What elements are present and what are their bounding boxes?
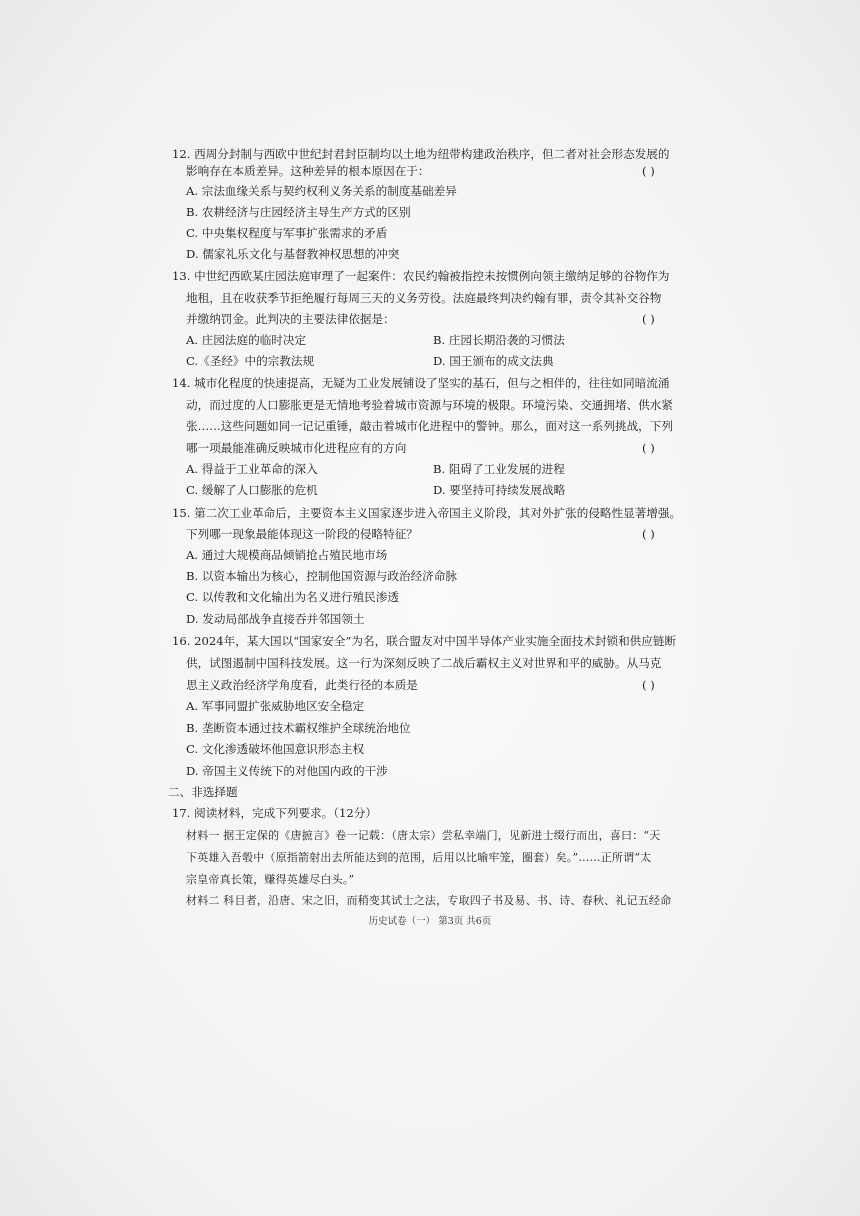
material1-line3: 宗皇帝真长策，赚得英雄尽白头。”	[186, 873, 355, 886]
q15-line2: 下列哪一现象最能体现这一阶段的侵略特征？	[186, 527, 418, 541]
section-title: 二、非选择题	[168, 785, 238, 799]
q12-option-a: A. 宗法血缘关系与契约权利义务关系的制度基础差异	[186, 184, 457, 198]
q13-option-a: A. 庄园法庭的临时决定	[186, 333, 307, 347]
q15-option-d: D. 发动局部战争直接吞并邻国领土	[186, 612, 365, 626]
q14-answer-paren: ( )	[642, 441, 655, 455]
q12-option-d: D. 儒家礼乐文化与基督教神权思想的冲突	[186, 247, 400, 261]
q15-option-a: A. 通过大规模商品倾销抢占殖民地市场	[186, 548, 388, 562]
material1-line2: 下英雄入吾彀中（原指箭射出去所能达到的范围，后用以比喻牢笼，圈套）矣。”……正所谓“太	[186, 851, 652, 864]
q14-line3: 张……这些问题如同一记记重锤，敲击着城市化进程中的警钟。那么，面对这一系列挑战，下列	[186, 419, 673, 433]
q16-line3: 思主义政治经济学角度看，此类行径的本质是	[186, 678, 418, 692]
q14-line1: 14. 城市化程度的快速提高，无疑为工业发展铺设了坚实的基石，但与之相伴的，往往如同暗流涌	[172, 376, 670, 390]
q13-option-b: B. 庄园长期沿袭的习惯法	[433, 333, 565, 347]
q14-line2: 动，而过度的人口膨胀更是无情地考验着城市资源与环境的极限。环境污染、交通拥堵、供水紧	[186, 398, 673, 412]
q16-option-c: C. 文化渗透破坏他国意识形态主权	[186, 742, 365, 756]
material1-line1: 材料一 据王定保的《唐摭言》卷一记载：（唐太宗）尝私幸端门，见新进士缀行而出，喜曰：“天	[186, 829, 661, 842]
q15-option-c: C. 以传教和文化输出为名义进行殖民渗透	[186, 590, 399, 604]
q12-option-c: C. 中央集权程度与军事扩张需求的矛盾	[186, 226, 388, 240]
q13-answer-paren: ( )	[642, 312, 655, 326]
q17-prompt: 17. 阅读材料，完成下列要求。（12分）	[172, 806, 377, 820]
q16-option-d: D. 帝国主义传统下的对他国内政的干涉	[186, 764, 388, 778]
q12-line2: 影响存在本质差异。这种差异的根本原因在于：	[186, 164, 430, 178]
page-footer: 历史试卷（一） 第3页 共6页	[368, 916, 492, 927]
q14-option-a: A. 得益于工业革命的深入	[186, 462, 318, 476]
q13-option-d: D. 国王颁布的成文法典	[433, 354, 554, 368]
q14-option-c: C. 缓解了人口膨胀的危机	[186, 483, 318, 497]
q16-line2: 供，试图遏制中国科技发展。这一行为深刻反映了二战后霸权主义对世界和平的威胁。从马克	[186, 656, 662, 670]
q16-option-b: B. 垄断资本通过技术霸权维护全球统治地位	[186, 721, 411, 735]
q15-option-b: B. 以资本输出为核心，控制他国资源与政治经济命脉	[186, 569, 457, 583]
q14-option-d: D. 要坚持可持续发展战略	[433, 483, 566, 497]
material2-line1: 材料二 科目者，沿唐、宋之旧，而稍变其试士之法，专取四子书及易、书、诗、春秋、礼记五经命	[186, 894, 672, 907]
q13-line1: 13. 中世纪西欧某庄园法庭审理了一起案件：农民约翰被指控未按惯例向领主缴纳足够的谷物作为	[172, 269, 670, 283]
q13-option-c: C.《圣经》中的宗教法规	[186, 354, 315, 368]
q12-line1: 12. 西周分封制与西欧中世纪封君封臣制均以土地为纽带构建政治秩序，但二者对社会形态发展的	[172, 147, 670, 161]
q16-option-a: A. 军事同盟扩张威胁地区安全稳定	[186, 699, 365, 713]
q15-line1: 15. 第二次工业革命后，主要资本主义国家逐步进入帝国主义阶段，其对外扩张的侵略性显著增强。	[172, 506, 682, 520]
q13-line2: 地租，且在收获季节拒绝履行每周三天的义务劳役。法庭最终判决约翰有罪，责令其补交谷物	[186, 291, 662, 305]
q14-option-b: B. 阻碍了工业发展的进程	[433, 462, 565, 476]
q16-answer-paren: ( )	[642, 678, 655, 692]
q14-line4: 哪一项最能准确反映城市化进程应有的方向	[186, 441, 407, 455]
q16-line1: 16. 2024年，某大国以“国家安全”为名，联合盟友对中国半导体产业实施全面技术封锁和供应链断	[172, 634, 677, 648]
q12-option-b: B. 农耕经济与庄园经济主导生产方式的区别	[186, 205, 411, 219]
q15-answer-paren: ( )	[642, 527, 655, 541]
q12-answer-paren: ( )	[642, 164, 655, 178]
q13-line3: 并缴纳罚金。此判决的主要法律依据是：	[186, 312, 395, 326]
